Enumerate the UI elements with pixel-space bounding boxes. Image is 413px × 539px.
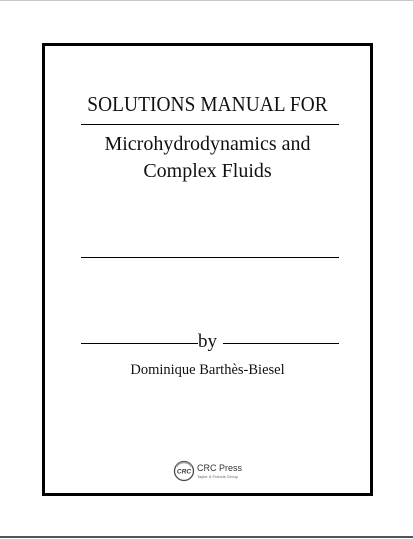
publisher-logo — [173, 459, 242, 483]
by-label: by — [198, 331, 217, 352]
publisher-name: CRC Press — [197, 462, 243, 473]
heading-rule — [81, 124, 339, 125]
publisher-tagline: Taylor & Francis Group — [197, 473, 238, 479]
author-name: Dominique Barthès-Biesel — [130, 362, 285, 378]
logo-badge-text: CRC — [176, 468, 192, 476]
book-title-line-2: Complex Fluids — [143, 160, 272, 182]
page-bottom-edge — [0, 536, 413, 538]
cover-frame — [42, 43, 373, 496]
publisher-text — [197, 464, 242, 479]
book-title-line-1: Microhydrodynamics and — [104, 133, 311, 155]
cover-heading: SOLUTIONS MANUAL FOR — [87, 92, 328, 116]
title-divider-rule — [81, 257, 339, 258]
by-rule-right — [223, 343, 339, 344]
crc-press-logo-icon — [173, 460, 195, 482]
page-top-edge — [0, 0, 413, 1]
